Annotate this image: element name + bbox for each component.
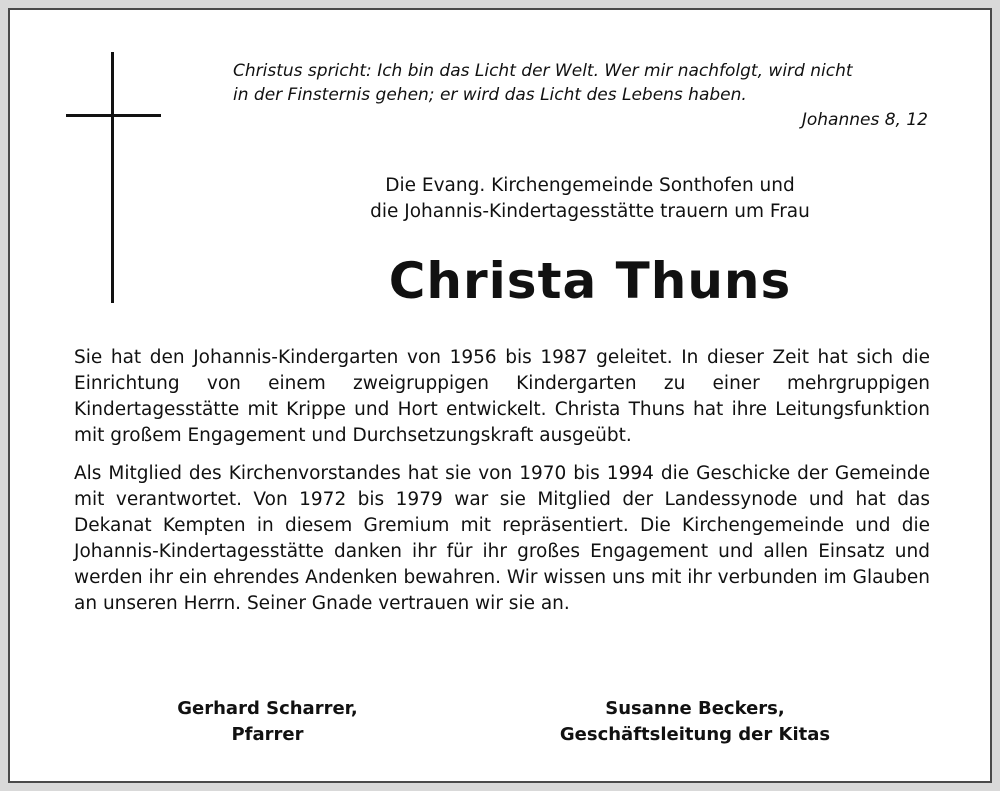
signatory-role: Geschäftsleitung der Kitas bbox=[559, 724, 831, 745]
bible-verse bbox=[233, 59, 933, 107]
signature-left bbox=[160, 696, 375, 748]
signatory-role: Pfarrer bbox=[231, 724, 304, 745]
signatory-name: Susanne Beckers, bbox=[605, 698, 785, 719]
cross-icon-bar bbox=[66, 114, 161, 117]
cross-icon bbox=[111, 52, 114, 303]
obituary-body bbox=[74, 345, 930, 629]
signature-right bbox=[535, 696, 855, 748]
verse-line: in der Finsternis gehen; er wird das Licht des Lebens haben. bbox=[233, 85, 747, 105]
intro-line: die Johannis-Kindertagesstätte trauern um Frau bbox=[370, 201, 810, 222]
verse-line: Christus spricht: Ich bin das Licht der Welt. Wer mir nachfolgt, wird nicht bbox=[233, 61, 853, 81]
intro-text bbox=[280, 173, 900, 225]
verse-reference: Johannes 8, 12 bbox=[801, 110, 928, 130]
deceased-name: Christa Thuns bbox=[388, 252, 792, 310]
signatory-name: Gerhard Scharrer, bbox=[177, 698, 358, 719]
obituary-notice bbox=[8, 8, 992, 783]
intro-line: Die Evang. Kirchengemeinde Sonthofen und bbox=[385, 175, 795, 196]
body-paragraph: Als Mitglied des Kirchenvorstandes hat sie von 1970 bis 1994 die Geschicke der Gemeinde mit verantwortet. Von 1972 bis 1979 war sie Mitglied der Landessynode und hat das Dekanat Kempten in diesem Gremium mit repräsentiert. Die Kirchengemeinde und die Johannis-Kindertagesstätte danken ihr für ihr großes Engagement und allen Einsatz und werden ihr ein ehrendes Andenken bewahren. Wir wissen uns mit ihr verbunden im Glauben an unseren Herrn. Seiner Gnade vertrauen wir sie an. bbox=[74, 463, 930, 614]
body-paragraph: Sie hat den Johannis-Kindergarten von 1956 bis 1987 geleitet. In dieser Zeit hat sich die Einrichtung von einem zweigruppigen Kindergarten zu einer mehrgruppigen Kindertagesstätte mit Krippe und Hort entwickelt. Christa Thuns hat ihre Leitungsfunktion mit großem Engagement und Durchsetzungskraft ausgeübt. bbox=[74, 347, 930, 446]
